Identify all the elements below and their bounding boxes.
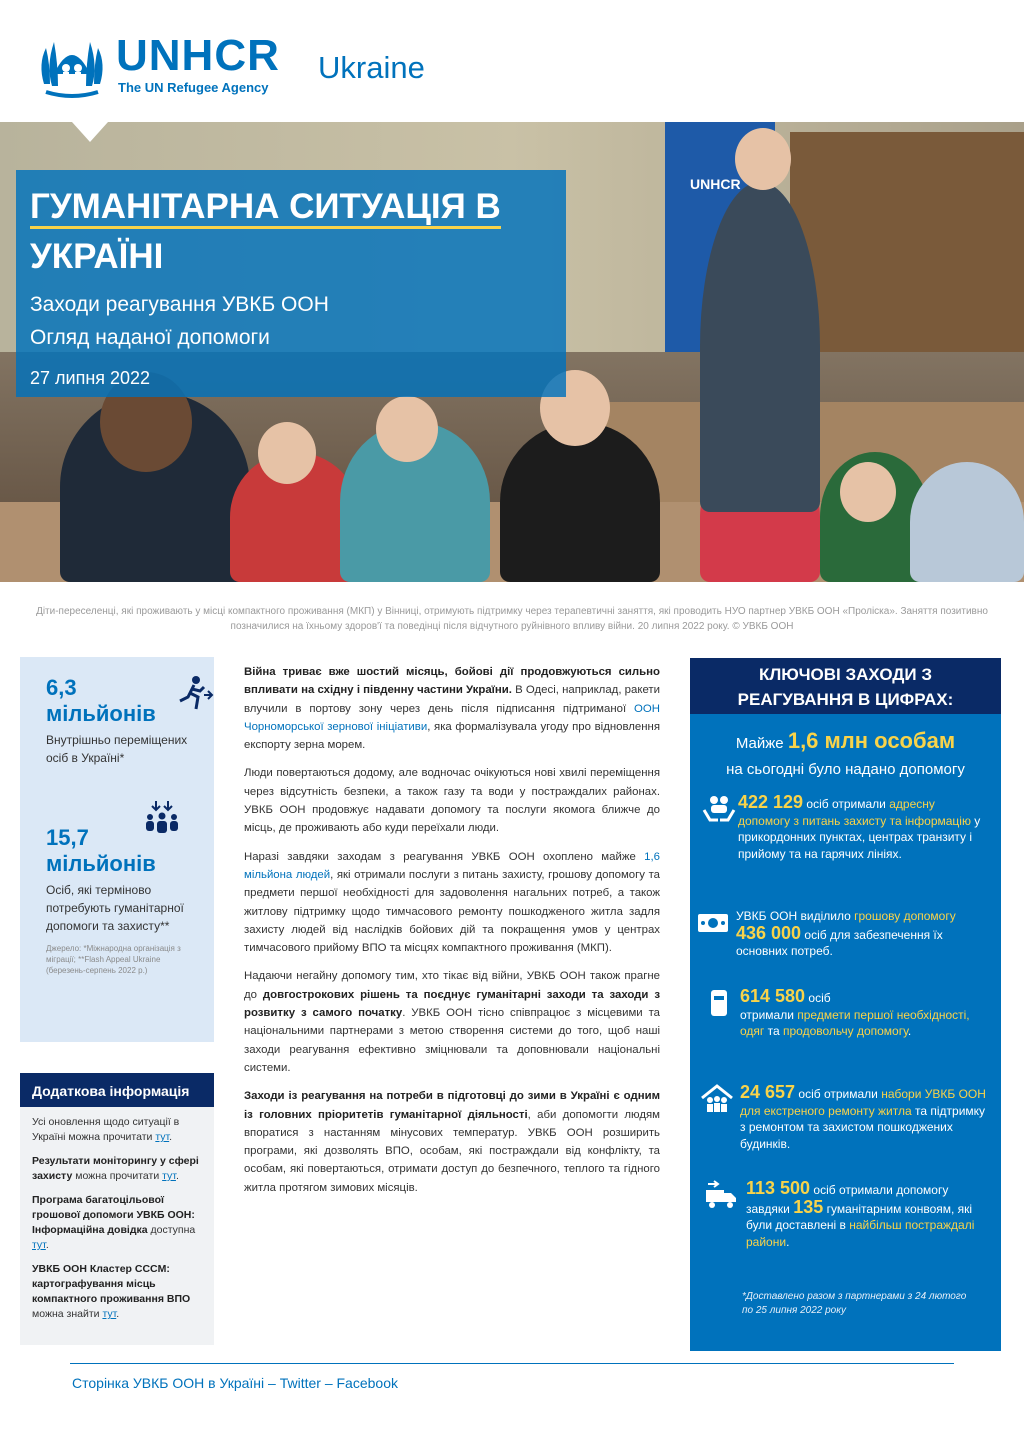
title-line-2: УКРАЇНІ [30,237,164,276]
subtitle-line-2: Огляд наданої допомоги [30,326,270,349]
stat-idp-number: 6,3 [46,675,77,700]
subtitle-line-1: Заходи реагування УВКБ ООН [30,293,329,316]
paragraph: Заходи із реагування на потреби в підготовці до зими в Україні є одним із головних пріоритетів гуманітарної діяльності, аби допомогти людям впоратися з настанням мінусових температур. УВКБ ООН розширить програми, які дозволять ВПО, особам, які постраждали від конфлікту, та особам, які повертаються, отримати доступ до безпечного, теплого та гідного житла протягом зимових місяців. [244,1090,660,1194]
paragraph: Війна триває вже шостий місяць, бойові дії продовжуються сильно впливати на східну і південну частини України. В Одесі, наприклад, ракети влучили в портову зону через день після підписання підтриманої ООН Чорноморської зернової ініціативи, яка формалізувала угоду про відновлення експорту зерна морем. [244,666,660,752]
grain-initiative-link[interactable]: ООН Чорноморської зернової ініціативи [244,702,660,733]
body-text [244,663,660,1207]
photo-caption: Діти-переселенці, які проживають у місці компактного проживання (МКП) у Вінниці, отримують підтримку через терапевтичні заняття, які проводить НУО партнер УВКБ ООН «Проліска». Заняття позитивно позначилися на їхньому здоров'ї та поведінці після відчутного руйнівного впливу війни. 20 липня 2022 року. © УВКБ ООН [36,606,988,632]
page-title [30,182,552,282]
stat-need-desc: Осіб, які терміново потребують гуманітарної допомоги та захисту** [46,883,184,933]
additional-info-heading: Додаткова інформація [20,1073,214,1107]
house-people-icon [700,1084,734,1114]
title-line-1: ГУМАНІТАРНА СИТУАЦІЯ В [30,187,501,229]
key-lead: Майже 1,6 млн особам на сьогодні було надано допомогу [726,728,965,778]
info-link[interactable]: тут [102,1308,117,1320]
country-label: Ukraine [318,50,425,85]
report-date: 27 липня 2022 [30,368,151,388]
header-notch [72,122,108,142]
info-item: Усі оновлення щодо ситуації в Україні можна прочитати тут. [32,1116,180,1143]
stat-idp-desc: Внутрішньо переміщених осіб в Україні* [46,733,188,765]
footer-divider [70,1363,954,1364]
canister-icon [702,988,736,1018]
stat-need-number: 15,7 [46,825,89,850]
key-figures-panel: КЛЮЧОВІ ЗАХОДИ З РЕАГУВАННЯ В ЦИФРАХ: Майже 1,6 млн особам на сьогодні було надано допомогу 422 129 осіб отримали адресну допомогу з питань захисту та інформацію у прикордонних пунктах, центрах транзиту і прийому та на гарячих лініях. УВКБ ООН виділило грошову допомогу 436 000 осіб для забезпечення їх основних потреб. 614 580 осіб отримали предмети першої необхідності, одяг та продовольчу допомогу. 24 657 осіб отримали набори УВКБ ООН для екстреного ремонту житла та підтримку з ремонтом та захистом пошкоджених будинків. 113 500 осіб отримали допомогу завдяки 135 гуманітарним конвоям, які були доставлені в найбільш постраждалі райони. *Доставлено разом з партнерами з 24 лютого по 25 липня 2022 року [690,658,1001,1351]
stat-need-unit: мільйонів [46,851,156,876]
key-figures-heading: КЛЮЧОВІ ЗАХОДИ З РЕАГУВАННЯ В ЦИФРАХ: [690,658,1001,714]
brand-tagline: The UN Refugee Agency [118,80,269,95]
stat-idp-unit: мільйонів [46,701,156,726]
running-person-icon [172,675,214,711]
banner-text: UNHCR [690,176,741,192]
paragraph: Надаючи негайну допомогу тим, хто тікає від війни, УВКБ ООН також прагне до довгострокових рішень та поєднує гуманітарні заходи та заходи з розвитку з самого початку. УВКБ ООН тісно співпрацює з місцевими та національними партнерами з метою створення системи до того, щоб наші заходи реагування ефективно зміцнювали та доповнювали національні системи. [244,970,660,1074]
paragraph: Люди повертаються додому, але водночас очікуються нові хвилі переміщення через відсутність безпеки, а також газу та води у постраждалих районах. УВКБ ООН продовжує надавати допомогу та послуги якомога ближче до місць, де проживають або куди переїхали люди. [244,767,660,835]
brand-name: UNHCR [116,31,280,80]
paragraph: Наразі завдяки заходам з реагування УВКБ ООН охоплено майже 1,6 мільйона людей, які отримали послуги з питань захисту, грошову допомогу та предмети першої необхідності для задоволення нагальних потреб, а також житлову підтримку щодо тимчасового ремонту пошкодженого житла задля захисту людей від наслідків бойових дій та покращення умов у центрах тимчасового прийому ВПО та місцях компактного проживання (МКП). [244,850,660,955]
info-item: УВКБ ООН Кластер CCCM: картографування місць компактного проживання ВПО можна знайти тут. [32,1263,191,1320]
info-item: Результати моніторингу у сфері захисту можна прочитати тут. [32,1155,199,1182]
people-group-icon [142,799,184,835]
info-link[interactable]: тут [155,1131,170,1143]
stats-panel [20,657,214,1042]
title-box [16,170,566,397]
info-link[interactable]: тут [162,1170,176,1182]
delivery-note: *Доставлено разом з партнерами з 24 лютого по 25 липня 2022 року [742,1291,967,1316]
unhcr-logo [36,30,456,100]
people-reached-link[interactable]: 1,6 мільйона людей [244,850,660,881]
cash-icon [696,908,730,938]
hands-people-icon [702,794,736,824]
truck-icon [704,1180,738,1210]
additional-info-panel [20,1073,214,1345]
footer-links[interactable]: Сторінка УВКБ ООН в Україні – Twitter – Facebook [72,1375,398,1391]
unhcr-emblem-icon [36,34,108,100]
info-link[interactable]: тут [32,1239,46,1251]
stats-source: Джерело: *Міжнародна організація з міграції; **Flash Appeal Ukraine (березень-серпень 2022 р.) [46,944,181,975]
info-item: Програма багатоцільової грошової допомоги УВКБ ООН: Інформаційна довідка доступна тут. [32,1194,196,1251]
